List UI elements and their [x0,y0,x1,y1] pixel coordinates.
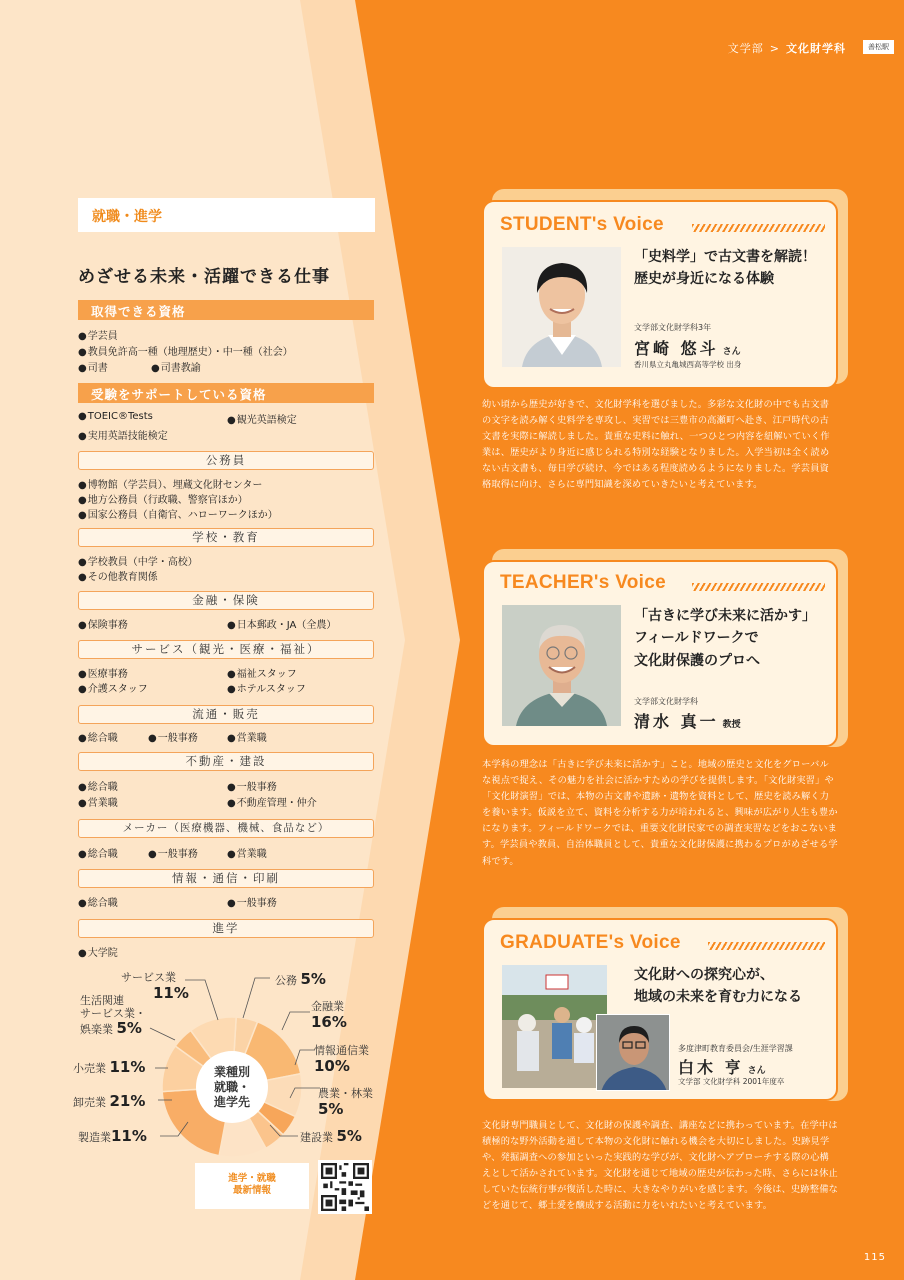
pie-label-name: 建設業 [300,1131,333,1144]
pie-title-line: 就職・ [213,1080,251,1094]
pie-label [73,1093,145,1110]
title-hatch [708,942,825,950]
latest-info-label: 進学・就職 [228,1173,276,1184]
category-item: ● 不動産管理・仲介 [227,794,317,809]
pie-label [318,1088,373,1118]
graduate-school: 文学部 文化財学科 2001年度卒 [678,1077,785,1086]
pie-label [73,1059,145,1076]
teacher-headline-line: 「古きに学び未来に活かす」 [634,608,816,624]
category-heading: サービス（観光・医療・福祉） [78,640,374,659]
teacher-body: 本学科の理念は「古きに学び未来に活かす」こと。地域の歴史と文化をグローバルな視点で捉え、その魅力を社会に活かすための学びを提供します。「文化財実習」や「文化財演習」では、本物の古文書や遺跡・遺物を資料として、歴史を読み解く力を養います。仮説を立て、資料を分析する力が培われると、興味が広がり人生も豊かになります。フィールドワークでは、重要文化財民家での調査実習などをおこないます。学芸員や教員、自治体職員として、貴重な文化財保護に携わるプロがめざせる学科です。 [482,759,838,867]
graduate-photo [596,1014,670,1091]
leader-line [150,1028,175,1040]
category-item: ● 大学院 [78,944,118,959]
pie-label [311,1001,347,1031]
pie-label [314,1045,369,1075]
category-item: ● 介護スタッフ [78,680,148,695]
student-name-text: 宮崎 悠斗 [634,339,719,358]
page-number: 115 [863,1252,886,1263]
support-heading: 受験をサポートしている資格 [78,383,374,403]
support-item: ● 観光英語検定 [227,411,297,426]
teacher-photo [502,605,621,726]
category-heading: メーカー（医療機器、機械、食品など） [78,819,374,838]
latest-info-label: 最新情報 [232,1185,271,1197]
pie-label-name: 生活関連 [80,994,124,1007]
teacher-headline-line: 文化財保護のプロへ [634,652,760,669]
leader-line [282,1012,310,1030]
student-headline [634,246,816,291]
pie-label [275,971,326,988]
pie-title-line: 進学先 [213,1095,251,1109]
student-voice-title: STUDENT's Voice [500,214,664,235]
category-item: ● 総合職 [78,778,118,793]
category-heading: 金融・保険 [78,591,374,610]
pie-label-name: 公務 [275,974,297,987]
graduate-org: 多度津町教育委員会/生涯学習課 [678,1044,793,1053]
pie-label-name: 卸売業 [73,1096,106,1109]
category-item: ● 総合職 [78,729,118,744]
pie-label-value: 5% [318,1099,344,1118]
pie-label [300,1128,362,1145]
category-item: ● 医療事務 [78,665,128,680]
category-item: ● 総合職 [78,894,118,909]
leader-line [185,980,218,1020]
category-heading: 公務員 [78,451,374,470]
pie-label-name: サービス業 [121,971,176,984]
category-heading: 不動産・建設 [78,752,374,771]
graduate-field-photo [502,965,607,1088]
student-headline-line: 歴史が身近になる体験 [634,271,774,288]
graduate-name [678,1055,766,1078]
pie-label-name: 金融業 [311,1000,344,1013]
student-dept: 文学部文化財学科3年 [634,323,712,332]
license-item: ● 司書教諭 [151,359,201,374]
graduate-portrait-icon [597,1015,670,1091]
category-item: ● 地方公務員（行政職、警察官ほか） [78,491,248,506]
category-item: ● 営業職 [227,845,267,860]
title-hatch [692,224,825,232]
pie-label-value: 21% [109,1092,146,1110]
category-item: ● 国家公務員（自衛官、ハローワークほか） [78,506,278,521]
category-item: ● ホテルスタッフ [227,680,306,695]
support-item: ● 実用英語技能検定 [78,427,168,442]
student-body: 幼い頃から歴史が好きで、文化財学科を選びました。多彩な文化財の中でも古文書の文字を読み解く史料学を専攻し、実習では三豊市の高瀬町へ赴き、江戸時代の古文書を実際に解読しました。貴重な史料に触れ、一つひとつ内容を紐解いていく作業は、歴史がより身近に感じられる特別な経験となりました。入学当初は全く読めない古文書も、毎日学び続け、今ではある程度読めるようになりました。学芸員資格取得に向け、さらに専門知識を深めていきたいと考えています。 [482,399,830,491]
category-item: ● 学校教員（中学・高校） [78,553,198,568]
graduate-headline-line: 文化財への探究心が、 [634,967,774,983]
graduate-headline-line: 地域の未来を育む力になる [634,989,802,1006]
teacher-headline-line: フィールドワークで [634,630,759,647]
pie-label [78,1128,147,1145]
student-photo [502,247,621,367]
pie-label [80,995,146,1038]
qr-code[interactable] [318,1160,372,1214]
category-item: ● 博物館（学芸員）、埋蔵文化財センター [78,476,262,491]
pie-label-name: 情報通信業 [314,1044,369,1057]
teacher-voice-title: TEACHER's Voice [500,572,666,593]
breadcrumb-faculty[interactable]: 文学部 [727,42,764,55]
teacher-honorific: 教授 [722,720,741,730]
student-honorific: さん [722,347,741,357]
category-item: ● 日本郵政・JA（全農） [227,616,336,631]
teacher-headline [634,605,816,672]
category-heading: 情報・通信・印刷 [78,869,374,888]
pie-label-value: 5% [336,1127,362,1145]
careers-title: めざせる未来・活躍できる仕事 [78,267,330,287]
pie-label-name: サービス業・ [80,1006,146,1020]
category-item: ● 営業職 [227,729,267,744]
careers-tag: 就職・進学 [78,198,375,232]
graduate-voice-title: GRADUATE's Voice [500,932,681,953]
pie-label-value: 11% [109,1058,146,1076]
pie-label-value: 11% [153,983,189,1002]
category-heading: 流通・販売 [78,705,374,724]
teacher-portrait-icon [502,605,621,726]
leader-line [290,1088,320,1098]
student-school: 香川県立丸亀城西高等学校 出身 [634,360,742,369]
graduate-name-text: 白木 亨 [678,1058,744,1077]
pie-title-line: 業種別 [213,1065,251,1079]
license-item: ● 教員免許高一種（地理歴史）・中一種（社会） [78,343,293,358]
pie-label-name: 製造業 [78,1131,111,1144]
pie-label-name: 娯楽業 [80,1023,113,1037]
category-item: ● その他教育関係 [78,568,158,583]
category-item: ● 一般事務 [148,845,198,860]
category-item: ● 一般事務 [227,778,277,793]
leader-line [295,1050,315,1065]
licenses-heading: 取得できる資格 [78,300,374,320]
pie-label-name: 小売業 [73,1062,106,1075]
latest-info-banner[interactable] [195,1163,309,1209]
breadcrumb [728,40,846,56]
graduate-body: 文化財専門職員として、文化財の保護や調査、講座などに携わっています。在学中は積極的な野外活動を通して本物の文化財に触れる機会を大切にしました。史跡見学や、発掘調査への参加といった実践的な学びが、文化財へアプローチする際の心構えとして活かされています。文化財を通じて地域の歴史が伝わった時、さらには休止していた伝統行事が復活した時に、大きなやりがいを感じます。今後は、史跡整備などを通じて、郷土愛を醸成する活動に力をいれたいと考えています。 [482,1120,838,1212]
leader-line [270,1125,298,1136]
category-item: ● 一般事務 [148,729,198,744]
leader-line [160,1122,188,1136]
category-item: ● 営業職 [78,794,118,809]
category-item: ● 総合職 [78,845,118,860]
teacher-name [634,709,741,732]
pie-label-value: 16% [311,1012,347,1031]
category-item: ● 福祉スタッフ [227,665,297,680]
field-work-photo-icon [502,965,607,1088]
pie-label-value: 10% [314,1056,350,1075]
category-heading: 学校・教育 [78,528,374,547]
license-item: ● 司書 [78,359,108,374]
pie-label-name: 農業・林業 [318,1087,373,1100]
pie-label-value: 5% [300,970,326,988]
license-item: ● 学芸員 [78,327,118,342]
category-item: ● 一般事務 [227,894,277,909]
category-heading: 進学 [78,919,374,938]
graduate-honorific: さん [747,1066,766,1076]
support-item: ● TOEIC®Tests [78,411,153,422]
breadcrumb-separator: > [769,41,780,55]
breadcrumb-department: 文化財学科 [786,42,846,55]
campus-badge: 善松駅 [863,40,894,54]
student-headline-line: 「史料学」で古文書を解読！ [634,249,816,265]
teacher-dept: 文学部文化財学科 [634,697,698,706]
qr-code-icon [321,1163,369,1211]
category-item: ● 保険事務 [78,616,128,631]
title-hatch [692,583,825,591]
pie-label-value: 11% [111,1127,147,1145]
pie-label-value: 5% [116,1019,142,1038]
graduate-headline [634,964,802,1009]
student-portrait-icon [502,247,621,367]
student-name [634,336,741,359]
leader-line [243,978,270,1018]
teacher-name-text: 清水 真一 [634,712,719,731]
